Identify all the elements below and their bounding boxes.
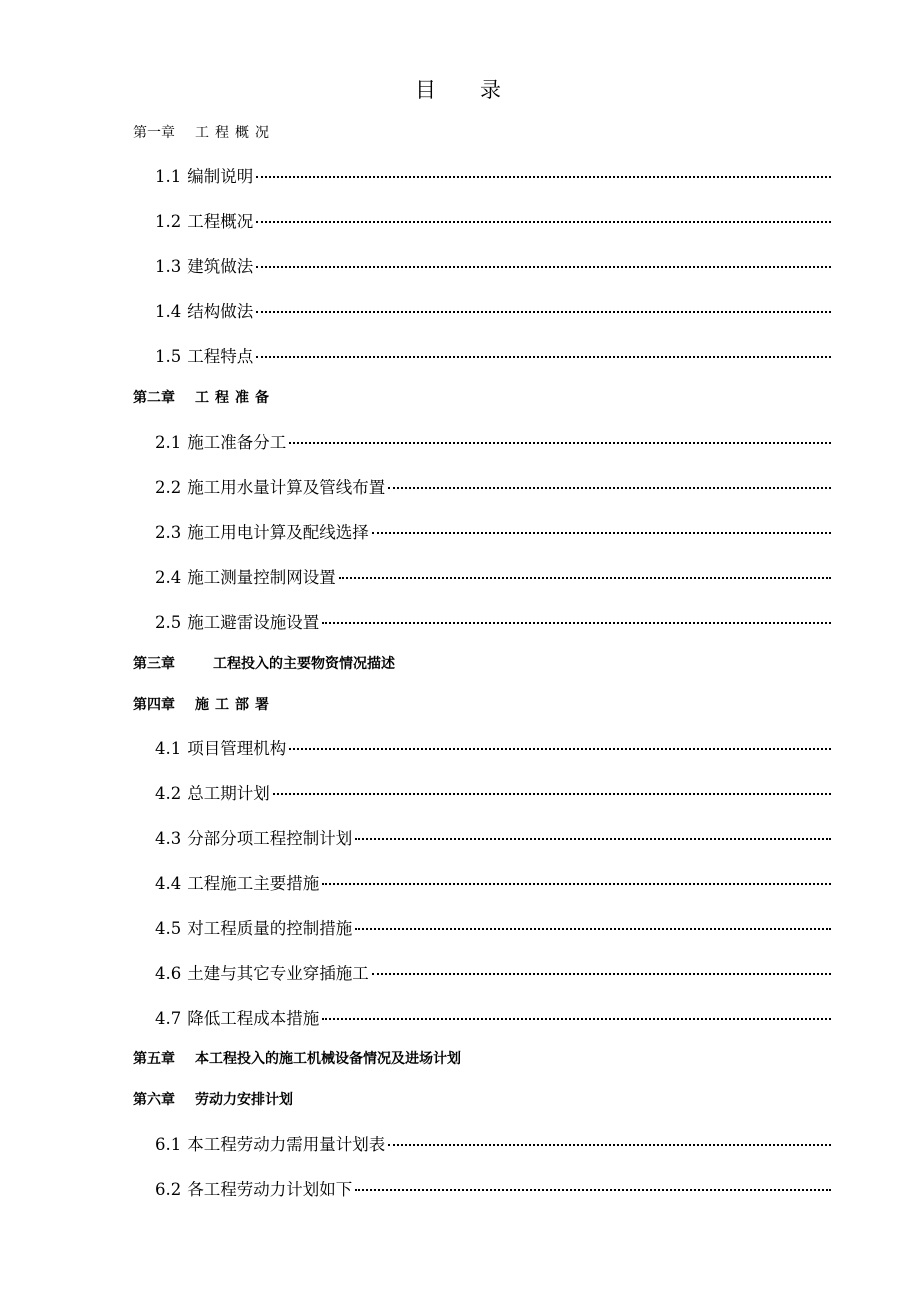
chapter-title: 工程投入的主要物资情况描述 [213, 656, 395, 672]
entry-number: 4.5 [155, 919, 182, 938]
chapter-heading[interactable] [133, 1048, 461, 1068]
toc-entry[interactable] [155, 609, 831, 633]
toc-entry[interactable] [155, 343, 831, 367]
dot-leader [256, 221, 831, 223]
toc-entry[interactable] [155, 1005, 831, 1029]
dot-leader [289, 748, 831, 750]
toc-entry[interactable] [155, 1176, 831, 1200]
entry-number: 4.6 [155, 964, 182, 983]
entry-number: 6.1 [155, 1135, 182, 1154]
chapter-title: 本工程投入的施工机械设备情况及进场计划 [195, 1051, 461, 1067]
chapter-heading[interactable] [133, 387, 275, 407]
page-title: 目录 [415, 78, 545, 102]
chapter-title: 劳动力安排计划 [195, 1092, 293, 1108]
entry-number: 2.5 [155, 613, 182, 632]
dot-leader [322, 1018, 831, 1020]
entry-number: 4.1 [155, 739, 182, 758]
entry-number: 4.7 [155, 1009, 182, 1028]
chapter-heading[interactable] [133, 653, 395, 673]
chapter-number: 第六章 [133, 1092, 175, 1108]
dot-leader [372, 973, 831, 975]
entry-number: 4.2 [155, 784, 182, 803]
dot-leader [256, 356, 831, 358]
toc-entry[interactable] [155, 735, 831, 759]
entry-title: 降低工程成本措施 [187, 1009, 320, 1028]
chapter-heading[interactable] [133, 122, 275, 142]
entry-title: 施工准备分工 [187, 433, 287, 452]
entry-number: 4.3 [155, 829, 182, 848]
entry-title: 对工程质量的控制措施 [187, 919, 353, 938]
toc-entry[interactable] [155, 474, 831, 498]
entry-title: 项目管理机构 [187, 739, 287, 758]
entry-number: 2.2 [155, 478, 182, 497]
toc-entry[interactable] [155, 429, 831, 453]
toc-entry[interactable] [155, 870, 831, 894]
toc-entry[interactable] [155, 915, 831, 939]
dot-leader [339, 577, 831, 579]
entry-title: 分部分项工程控制计划 [187, 829, 353, 848]
entry-number: 2.1 [155, 433, 182, 452]
entry-title: 土建与其它专业穿插施工 [187, 964, 369, 983]
chapter-number: 第二章 [133, 390, 175, 406]
dot-leader [355, 928, 831, 930]
entry-number: 6.2 [155, 1180, 182, 1199]
entry-title: 本工程劳动力需用量计划表 [187, 1135, 386, 1154]
dot-leader [289, 442, 831, 444]
entry-title: 各工程劳动力计划如下 [187, 1180, 353, 1199]
dot-leader [388, 487, 831, 489]
toc-entry[interactable] [155, 163, 831, 187]
chapter-number: 第四章 [133, 697, 175, 713]
dot-leader [256, 266, 831, 268]
entry-title: 施工避雷设施设置 [187, 613, 320, 632]
entry-number: 1.1 [155, 167, 182, 186]
toc-entry[interactable] [155, 1131, 831, 1155]
entry-number: 2.4 [155, 568, 182, 587]
toc-entry[interactable] [155, 298, 831, 322]
dot-leader [372, 532, 831, 534]
toc-entry[interactable] [155, 519, 831, 543]
dot-leader [273, 793, 831, 795]
chapter-title: 工程准备 [195, 390, 275, 406]
chapter-title: 工程概况 [195, 125, 275, 141]
chapter-number: 第五章 [133, 1051, 175, 1067]
dot-leader [322, 883, 831, 885]
toc-entry[interactable] [155, 960, 831, 984]
chapter-heading[interactable] [133, 694, 275, 714]
entry-number: 1.5 [155, 347, 182, 366]
entry-title: 工程特点 [187, 347, 254, 366]
dot-leader [355, 1189, 831, 1191]
entry-number: 1.3 [155, 257, 182, 276]
toc-entry[interactable] [155, 825, 831, 849]
entry-title: 施工用电计算及配线选择 [187, 523, 369, 542]
entry-number: 4.4 [155, 874, 182, 893]
dot-leader [355, 838, 831, 840]
entry-number: 1.2 [155, 212, 182, 231]
dot-leader [256, 176, 831, 178]
entry-title: 总工期计划 [187, 784, 270, 803]
toc-entry[interactable] [155, 208, 831, 232]
entry-title: 建筑做法 [187, 257, 254, 276]
entry-title: 工程施工主要措施 [187, 874, 320, 893]
entry-title: 结构做法 [187, 302, 254, 321]
dot-leader [388, 1144, 831, 1146]
entry-title: 施工用水量计算及管线布置 [187, 478, 386, 497]
toc-entry[interactable] [155, 780, 831, 804]
dot-leader [322, 622, 831, 624]
toc-entry[interactable] [155, 564, 831, 588]
toc-entry[interactable] [155, 253, 831, 277]
chapter-number: 第一章 [133, 125, 175, 141]
chapter-heading[interactable] [133, 1089, 293, 1109]
entry-title: 工程概况 [187, 212, 254, 231]
chapter-number: 第三章 [133, 656, 175, 672]
chapter-title: 施工部署 [195, 697, 275, 713]
entry-title: 编制说明 [187, 167, 254, 186]
entry-title: 施工测量控制网设置 [187, 568, 336, 587]
entry-number: 2.3 [155, 523, 182, 542]
entry-number: 1.4 [155, 302, 182, 321]
dot-leader [256, 311, 831, 313]
